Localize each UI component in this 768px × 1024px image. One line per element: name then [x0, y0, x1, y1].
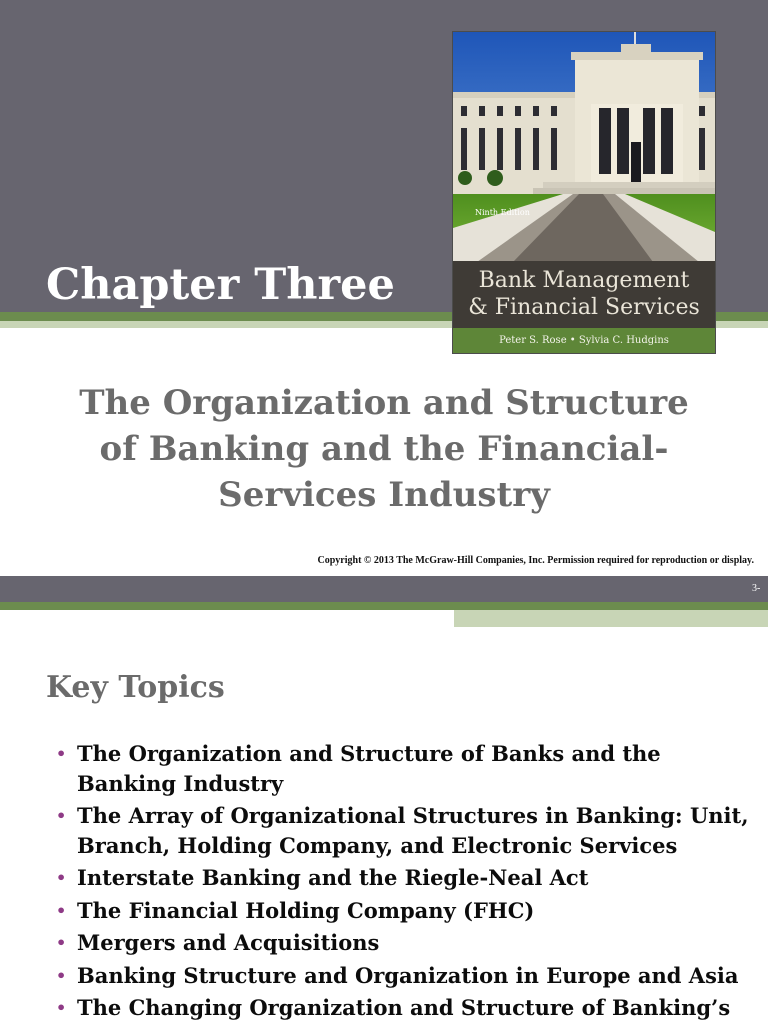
- list-item: [56, 993, 756, 1023]
- bullet-icon: •: [56, 868, 67, 887]
- list-item: [56, 801, 756, 860]
- cover-authors: Peter S. Rose • Sylvia C. Hudgins: [453, 328, 715, 353]
- bullet-icon: •: [56, 900, 67, 920]
- header-band: [0, 576, 768, 602]
- key-topics-slide: [0, 576, 768, 1024]
- list-item: [56, 928, 756, 958]
- bullet-icon: •: [56, 744, 67, 763]
- list-item-text: The Organization and Structure of Banks and the Banking Industry: [77, 741, 661, 796]
- chapter-title: Chapter Three: [46, 260, 395, 310]
- list-item: [56, 739, 756, 798]
- accent-stripe: [0, 602, 768, 610]
- list-item-text: Interstate Banking and the Riegle-Neal Act: [77, 865, 589, 890]
- slide-heading: Key Topics: [46, 670, 225, 705]
- bullet-icon: •: [56, 998, 67, 1017]
- cover-title-line1: Bank Management: [478, 268, 690, 293]
- building-illustration: [453, 32, 715, 262]
- list-item-text: The Changing Organization and Structure of Banking’s: [77, 995, 731, 1020]
- list-item-text: Mergers and Acquisitions: [77, 930, 380, 955]
- list-item-text: Banking Structure and Organization in Europe and Asia: [77, 962, 739, 988]
- slide-number: 3-: [752, 583, 761, 594]
- cover-edition: Ninth Edition: [475, 208, 530, 217]
- bullet-icon: •: [56, 806, 67, 825]
- book-cover: [453, 32, 715, 353]
- list-item-text: The Financial Holding Company (FHC): [77, 897, 535, 923]
- list-item-text: The Array of Organizational Structures in Banking: Unit, Branch, Holding Company, and Electronic Services: [77, 803, 749, 858]
- accent-stripe-light: [454, 610, 768, 627]
- cover-title-line2: & Financial Services: [468, 295, 700, 320]
- bullet-icon: •: [56, 933, 67, 952]
- copyright-notice: Copyright © 2013 The McGraw-Hill Companies, Inc. Permission required for reproduction or display.: [317, 555, 754, 566]
- list-item: [56, 863, 756, 893]
- list-item: [56, 961, 756, 991]
- topics-list: [56, 739, 756, 1024]
- list-item: [56, 896, 756, 926]
- bullet-icon: •: [56, 965, 67, 985]
- slide-subtitle: The Organization and Structure of Banking and the Financial-Services Industry: [79, 383, 689, 515]
